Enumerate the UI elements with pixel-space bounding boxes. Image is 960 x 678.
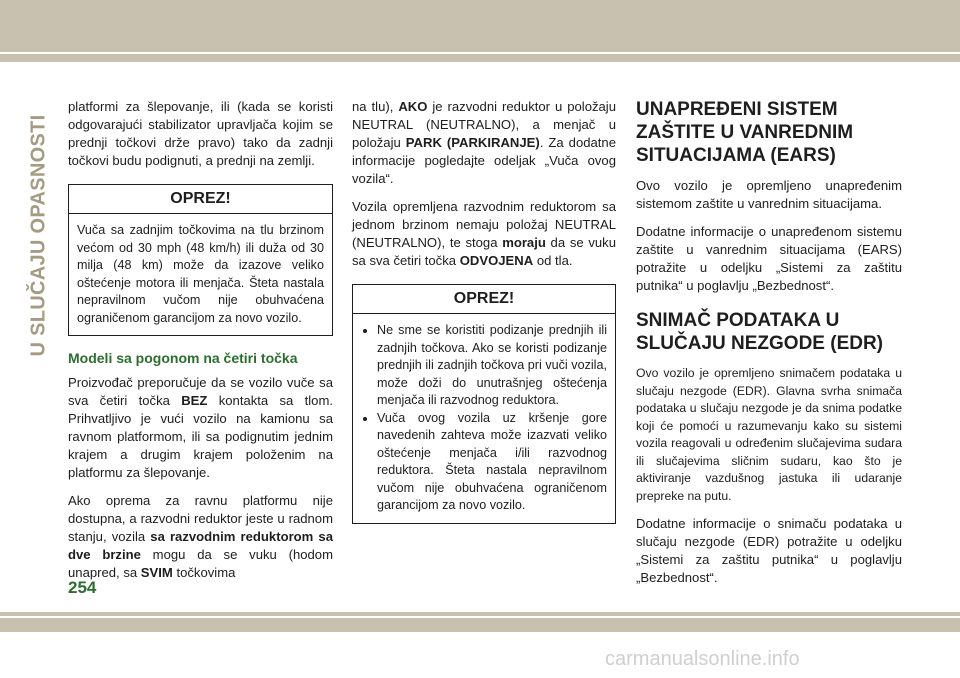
caution-title: OPREZ! xyxy=(353,285,615,314)
col1-intro: platformi za šlepovanje, ili (kada se koristi odgovarajući stabilizator upravljača kojim se prednji točkovi drže pravo) tako da zadnji točkovi budu podignuti, a prednji na zemlji. xyxy=(68,99,333,168)
bottom-band-line xyxy=(0,616,960,618)
caution-box-2 xyxy=(352,284,616,524)
col1-paragraph-1: Proizvođač preporučuje da se vozilo vuče sa sva četiri točka BEZ kontakta sa tlom. Prihvatljivo je vući vozilo na kamionu sa ravnom platformom, ili sa podignutim jednim krajem a drugim krajem položenim na platformu za šlepovanje. xyxy=(68,375,333,480)
caution-title: OPREZ! xyxy=(69,185,332,214)
col1-paragraph-2: Ako oprema za ravnu platformu nije dostupna, a razvodni reduktor jeste u radnom stanju, vozila sa razvodnim reduktorom sa dve brzine mogu da se vuku (hodom unapred, sa SVIM točkovima xyxy=(68,493,333,580)
section-subheading: Modeli sa pogonom na četiri točka xyxy=(68,350,298,366)
caution-box-1 xyxy=(68,184,333,336)
column-2 xyxy=(352,98,616,534)
watermark: carmanualsonline.info xyxy=(605,648,800,670)
top-band-line xyxy=(0,52,960,54)
chapter-side-tab xyxy=(28,90,50,380)
edr-description xyxy=(636,365,902,505)
chapter-title: U SLUČAJU OPASNOSTI xyxy=(27,113,50,357)
column-3 xyxy=(636,98,902,597)
top-band xyxy=(0,0,960,62)
col3-paragraph-3: Ovo vozilo je opremljeno snimačem podataka u slučaju nezgode (EDR). Glavna svrha snimača podataka u slučaju nezgode je da snima podatke koji će pomoći u razumevanju kako su sistemi vozila reagovali u određenim slučajevima sudara ili slučajevima sličnim sudaru, kao što je aktiviranje vazdušnog jastuka ili udaranje prepreke na putu. xyxy=(636,366,902,503)
col3-paragraph-4: Dodatne informacije o snimaču podataka u slučaju nezgode (EDR) potražite u odeljku „Sistemi za zaštitu putnika“ u poglavlju „Bezbednost“. xyxy=(636,516,902,585)
col3-paragraph-1: Ovo vozilo je opremljeno unapređenim sistemom zaštite u vanrednim situacijama. xyxy=(636,178,902,211)
page-number: 254 xyxy=(68,578,97,597)
caution-body xyxy=(353,314,615,523)
heading-edr: SNIMAČ PODATAKA U SLUČAJU NEZGODE (EDR) xyxy=(636,310,884,354)
heading-ears: UNAPREĐENI SISTEM ZAŠTITE U VANREDNIM SITUACIJAMA (EARS) xyxy=(636,99,854,166)
bottom-band xyxy=(0,612,960,632)
col2-paragraph-2: Vozila opremljena razvodnim reduktorom sa jednom brzinom nemaju položaj NEUTRAL (NEUTRALNO), te stoga moraju da se vuku sa sva četiri točka ODVOJENA od tla. xyxy=(352,199,617,268)
column-1 xyxy=(68,98,333,592)
caution-list-item: • Ne sme se koristiti podizanje prednjih ili zadnjih točkova. Ako se koristi podizanje prednjih ili zadnjih točkova pri vuči vozila, može doži do unutrašnjeg oštećenja menjača ili razvodnog reduktora. xyxy=(377,322,607,410)
caution-list-item: • Vuča ovog vozila uz kršenje gore navedenih zahteva može izazvati veliko oštećenje menjača i/ili razvodnog reduktora. Šteta nastala nepravilnom vučom nije obuhvaćena ograničenom garancijom za novo vozilo. xyxy=(377,410,607,515)
caution-text: Vuča sa zadnjim točkovima na tlu brzinom većom od 30 mph (48 km/h) ili duža od 30 milja (48 km) može da izazove veliko oštećenje motora ili menjača. Šteta nastala nepravilnom vučom nije obuhvaćena ograničenom garancijom za novo vozilo. xyxy=(77,223,324,325)
col3-paragraph-2: Dodatne informacije o unapređenom sistemu zaštite u vanrednim situacijama (EARS) potražite u odeljku „Sistemi za zaštitu putnika“ u poglavlju „Bezbednost“. xyxy=(636,224,902,293)
caution-body xyxy=(69,214,332,335)
caution-list xyxy=(361,322,607,515)
col2-paragraph-1: na tlu), AKO je razvodni reduktor u položaju NEUTRAL (NEUTRALNO), a menjač u položaju PARK (PARKIRANJE). Za dodatne informacije pogledajte odeljak „Vuča ovog vozila“. xyxy=(352,99,616,186)
